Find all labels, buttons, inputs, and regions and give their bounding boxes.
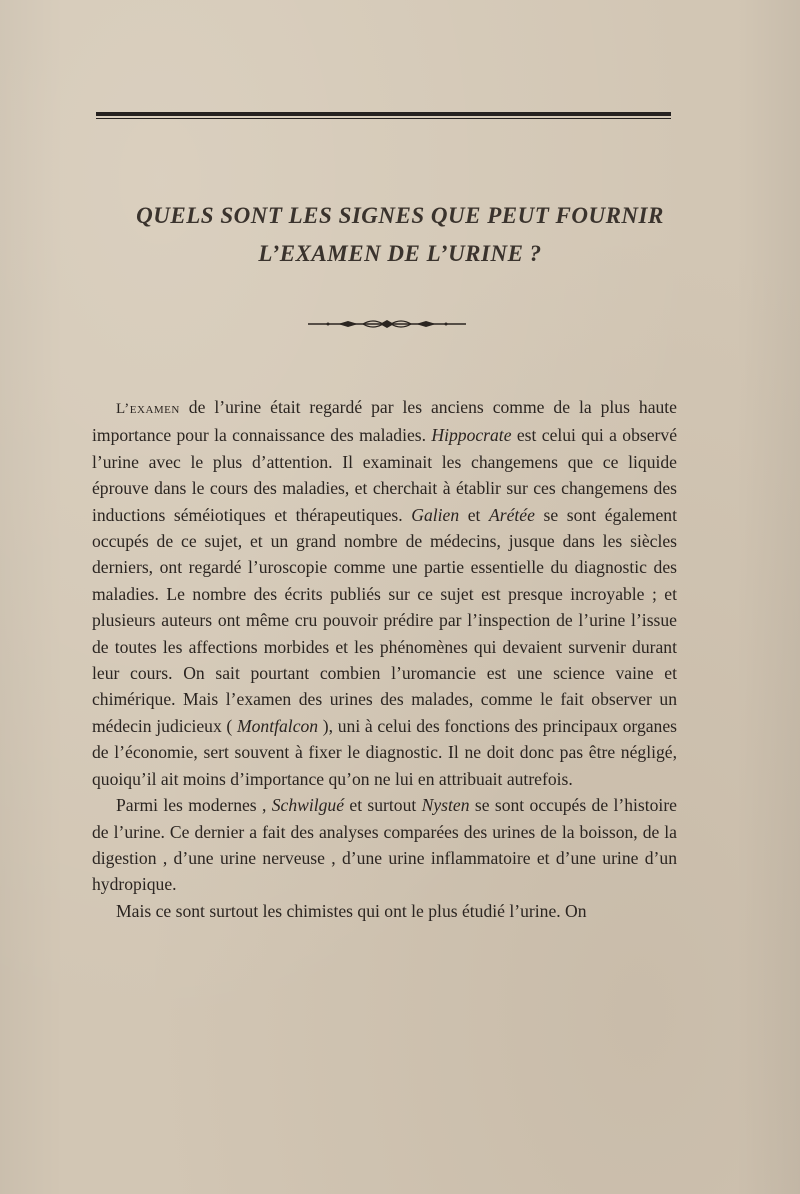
text-run: est celui qui a observé l’urine avec le plus d’attention. Il examinait les changemens que ce liquide éprouve dans le cours des maladies, et cherchait à établir sur ces changemens des inductions séméiotiques et thérapeutiques. (92, 425, 677, 525)
text-run: et surtout (344, 795, 422, 816)
paragraph-2 (92, 792, 677, 898)
text-run: Parmi les modernes , (116, 795, 272, 816)
ornament-divider (308, 317, 466, 331)
text-run: ), uni à celui des fonctions des principaux organes de l’économie, sert souvent à fixer le diagnostic. Il ne doit donc pas être négligé, quoiqu’il ait moins d’importance qu’on ne lui en attribuait autrefois. (92, 715, 678, 789)
author-name: Galien (411, 504, 460, 525)
text-run: Mais ce sont surtout les chimistes qui ont le plus étudié l’urine. On (116, 900, 587, 921)
author-name: Schwilgué (271, 795, 345, 816)
author-name: Montfalcon (236, 715, 319, 736)
text-run: et (459, 504, 490, 525)
page-title-line-1: QUELS SONT LES SIGNES QUE PEUT FOURNIR (136, 203, 664, 228)
body-text (92, 394, 677, 924)
text-run: se sont occupés de l’histoire de l’urine. Ce dernier a fait des analyses comparées des urines de la boisson, de la digestion , d’une urine nerveuse , d’une urine inflammatoire et d’une urine d’un hydropique. (92, 795, 677, 895)
paragraph-1 (92, 394, 677, 792)
text-run: se sont également occupés de ce sujet, et un grand nombre de médecins, jusque dans les siècles derniers, ont regardé l’uroscopie comme une partie essentielle du diagnostic des maladies. Le nombre des écrits publiés sur ce sujet est presque incroyable ; et plusieurs auteurs ont même cru pouvoir prédire par l’inspection de l’urine l’issue de toutes les affections morbides et les phénomènes qui devaient survenir durant leur cours. On sait pourtant combien l’uromancie est une science vaine et chimérique. Mais l’examen des urines des malades, comme le fait observer un médecin judicieux ( (92, 504, 677, 736)
author-name: Arétée (489, 504, 535, 525)
top-rule (96, 112, 671, 119)
lead-word: L’examen (116, 401, 180, 417)
author-name: Nysten (421, 795, 470, 816)
author-name: Hippocrate (431, 425, 512, 446)
paragraph-3 (92, 898, 677, 924)
text-run: de l’urine était regardé par les anciens comme de la plus haute importance pour la connaissance des maladies. (92, 397, 677, 446)
page-title-line-2: L’EXAMEN DE L’URINE ? (258, 241, 542, 266)
